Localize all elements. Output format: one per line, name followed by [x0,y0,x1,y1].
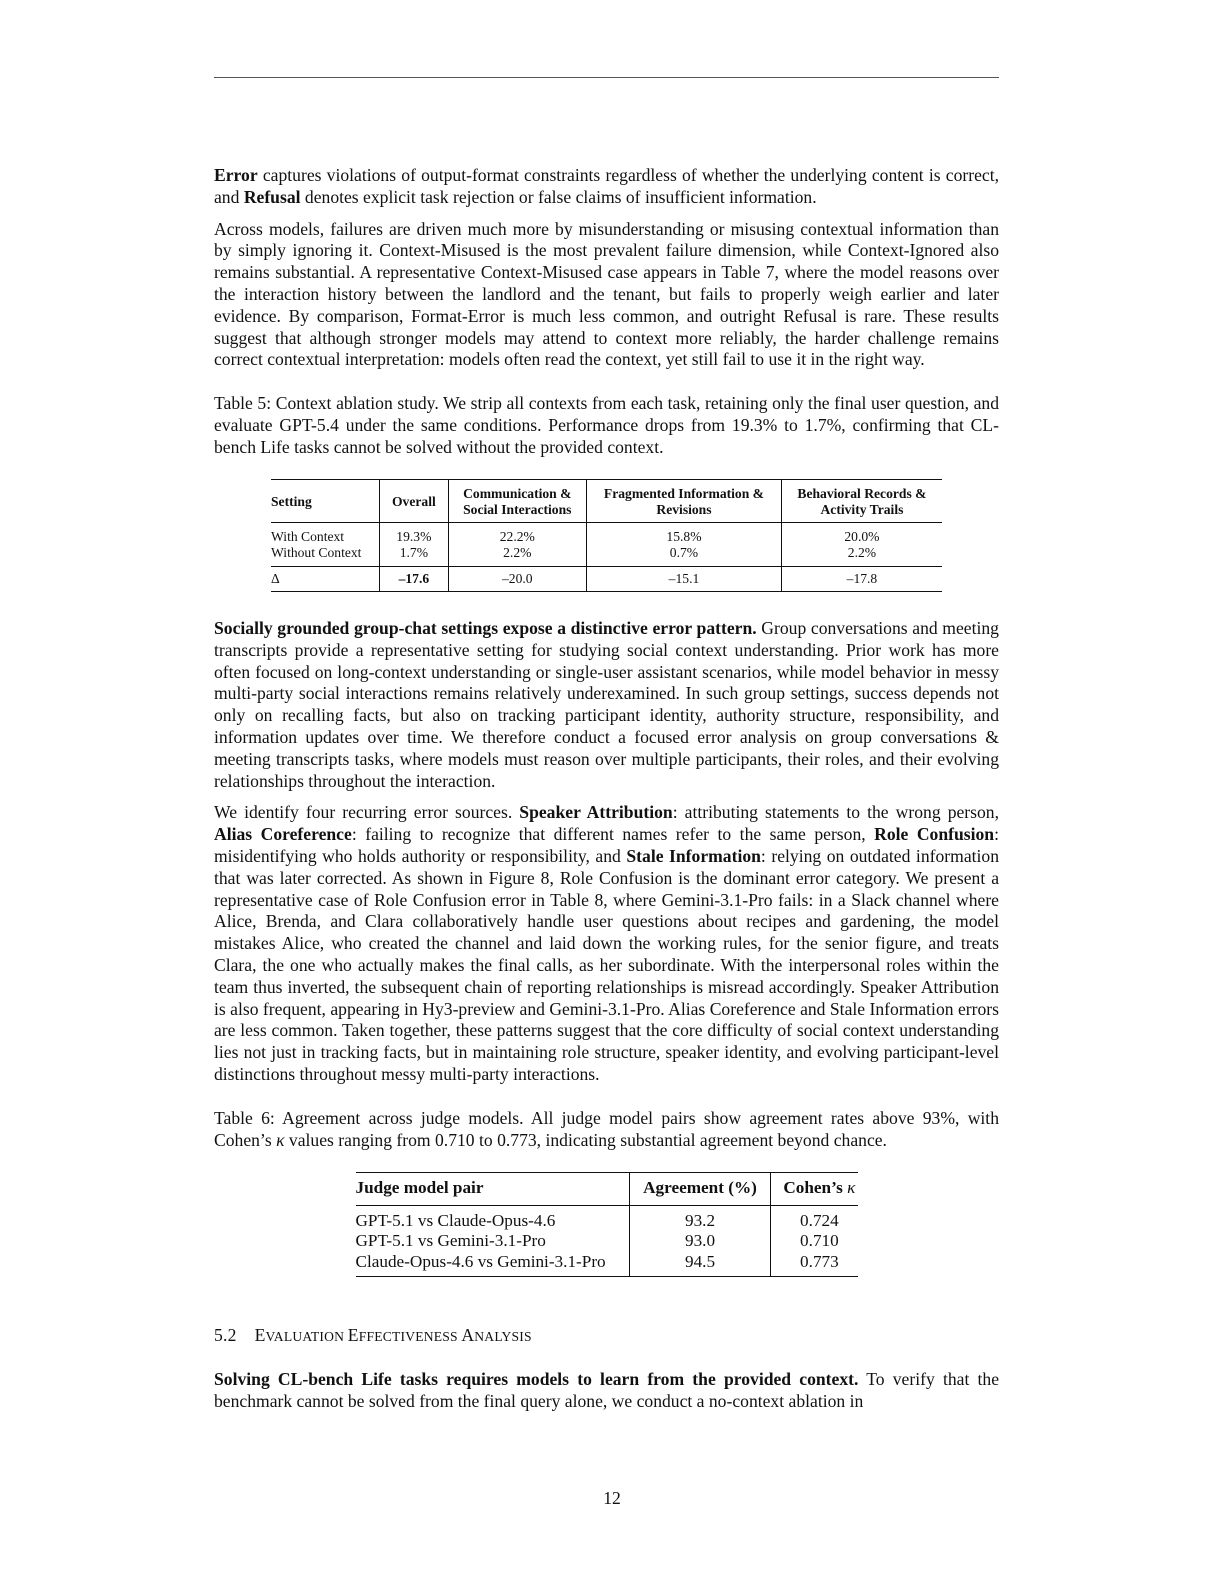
paragraph-text: : misidentifying who holds authority or responsibility, and [214,824,999,867]
paragraph-lead: Solving CL-bench Life tasks requires models to learn from the provided context. [214,1369,859,1390]
table5-row-without-context [271,545,942,566]
header-line: Revisions [656,502,712,518]
table-cell: 19.3% [380,522,448,545]
table-cell: 0.773 [771,1252,858,1277]
table5-header-row [271,479,942,522]
paragraph-failure-analysis: Across models, failures are driven much more by misunderstanding or misusing contextual information than by simply ignoring it. Context-Misused is the most prevalent failure dimension, while Context-Ignored also remains substantial. A representative Context-Misused case appears in Table 7, where the model reasons over the interaction history between the landlord and the tenant, but fails to properly weigh earlier and later evidence. By comparison, Format-Error is much less common, and outright Refusal is rare. These results suggest that although stronger models may attend to context more reliably, the harder challenge remains correct contextual interpretation: models often read the context, yet still fail to use it in the right way. [214,218,999,370]
table-cell: 22.2% [448,522,587,545]
table5-header-behavioral [781,479,942,522]
table-cell: 15.8% [587,522,782,545]
section-heading-5-2 [214,1324,999,1348]
header-line: Communication & [463,485,572,501]
header-rule [214,77,999,78]
delta-overall-value: –17.6 [398,570,430,586]
header-text: Cohen’s [783,1178,848,1198]
table-cell: 0.724 [771,1205,858,1231]
table6-header-kappa [771,1173,858,1206]
section-title-part: A [461,1325,475,1346]
term-alias-coreference: Alias Coreference [214,824,352,845]
table5-wrapper [214,479,999,593]
table-cell: 93.2 [629,1205,771,1231]
table-cell: Δ [271,570,280,586]
table6-header-pair: Judge model pair [355,1178,484,1198]
header-line: Activity Trails [820,502,904,518]
section-title-part: FFECTIVENESS [358,1329,462,1345]
table5-header-setting: Setting [271,493,312,509]
caption-text: Table 6: Agreement across judge models. All judge model pairs show agreement rates above 93%, with Cohen’s [214,1107,999,1150]
table-cell: –15.1 [587,566,782,592]
table5-row-with-context [271,522,942,545]
section-title-part: NALYSIS [474,1329,532,1345]
table-cell [380,566,448,592]
section-title-part: E [254,1325,266,1346]
table-cell: 0.710 [771,1231,858,1252]
table5-row-delta [271,566,942,592]
paragraph-text: We identify four recurring error sources. [214,802,520,823]
table-cell: With Context [271,528,345,544]
table-cell: 2.2% [781,545,942,566]
section-title-part: E [347,1325,359,1346]
table-cell: 1.7% [380,545,448,566]
paragraph-lead: Socially grounded group-chat settings expose a distinctive error pattern. [214,618,757,639]
paragraph-text: To verify that the benchmark cannot be solved from the final query alone, we conduct a no-context ablation in [214,1369,1000,1412]
table6-row [356,1252,858,1277]
table-cell: GPT-5.1 vs Gemini-3.1-Pro [355,1231,546,1251]
table5-context-ablation [271,479,942,593]
header-line: Fragmented Information & [603,485,765,501]
paragraph-text: Group conversations and meeting transcripts provide a representative setting for studying social context understanding. Prior work has more often focused on long-context understanding or single-user assistant scenarios, while model behavior in messy multi-party social interactions remains relatively underexamined. In such group settings, success depends not only on recalling facts, but also on tracking participant identity, authority structure, responsibility, and information updates over time. We therefore conduct a focused error analysis on group conversations & meeting transcripts tasks, where models must reason over multiple participants, their roles, and their evolving relationships throughout the interaction. [214,618,999,791]
kappa-symbol: κ [847,1178,856,1198]
table-cell: –17.8 [781,566,942,592]
table6-wrapper [214,1172,999,1277]
paragraph-text: : failing to recognize that different names refer to the same person, [351,824,875,845]
table-cell: GPT-5.1 vs Claude-Opus-4.6 [355,1210,556,1230]
table-cell: 0.7% [587,545,782,566]
paragraph-text: : relying on outdated information that was later corrected. As shown in Figure 8, Role Confusion is the dominant error category. We present a representative case of Role Confusion error in Table 8, where Gemini-3.1-Pro fails: in a Slack channel where Alice, Brenda, and Clara collaboratively handle user questions about recipes and gardening, the model mistakes Alice, who created the channel and laid down the working rules, for the senior figure, and treats Clara, the one who actually makes the final calls, as her subordinate. With the interpersonal roles within the team thus inverted, the subsequent chain of reporting relationships is misread accordingly. Speaker Attribution is also frequent, appearing in Hy3-preview and Gemini-3.1-Pro. Alias Coreference and Stale Information errors are less common. Taken together, these patterns suggest that the core difficulty of social context understanding lies not just in tracking facts, but in maintaining role structure, speaker identity, and evolving participant-level distinctions throughout messy multi-party interactions. [214,846,999,1084]
caption-text: values ranging from 0.710 to 0.773, indicating substantial agreement beyond chance. [284,1129,887,1150]
table-cell: 93.0 [629,1231,771,1252]
section-title-part: VALUATION [265,1329,348,1345]
table6-judge-agreement [356,1172,858,1277]
term-speaker-attribution: Speaker Attribution [519,802,673,823]
table6-header-row [356,1173,858,1206]
table5-header-overall: Overall [380,479,448,522]
table-cell: Claude-Opus-4.6 vs Gemini-3.1-Pro [355,1251,606,1271]
paragraph-solving-clbench [214,1369,999,1413]
paragraph-text: : attributing statements to the wrong person, [672,802,1000,823]
table6-row [356,1231,858,1252]
section-number: 5.2 [214,1325,237,1346]
table-cell: 94.5 [629,1252,771,1277]
term-role-confusion: Role Confusion [874,824,995,845]
table-cell: –20.0 [448,566,587,592]
header-line: Behavioral Records & [797,485,927,501]
paragraph-error-sources [214,802,999,1085]
table-cell: Without Context [271,545,362,561]
page-content [214,165,999,1413]
table-cell: 20.0% [781,522,942,545]
term-refusal: Refusal [243,186,301,207]
paragraph-error-refusal [214,165,999,209]
table6-header-agreement: Agreement (%) [629,1173,771,1206]
term-stale-information: Stale Information [626,846,761,867]
kappa-symbol: κ [276,1129,285,1150]
table5-caption: Table 5: Context ablation study. We strip all contexts from each task, retaining only the final user question, and evaluate GPT-5.4 under the same conditions. Performance drops from 19.3% to 1.7%, confirming that CL-bench Life tasks cannot be solved without the provided context. [214,393,999,457]
paragraph-group-chat [214,618,999,792]
paragraph-text: denotes explicit task rejection or false claims of insufficient information. [300,186,817,207]
paragraph-text: captures violations of output-format constraints regardless of whether the underlying content is correct, and [214,165,999,207]
header-line: Social Interactions [463,502,572,518]
table6-row [356,1205,858,1231]
table5-header-fragmented [587,479,782,522]
table-cell: 2.2% [448,545,587,566]
term-error: Error [214,165,258,185]
table5-header-communication [448,479,587,522]
page-number: 12 [603,1488,621,1508]
table6-caption [214,1108,999,1152]
